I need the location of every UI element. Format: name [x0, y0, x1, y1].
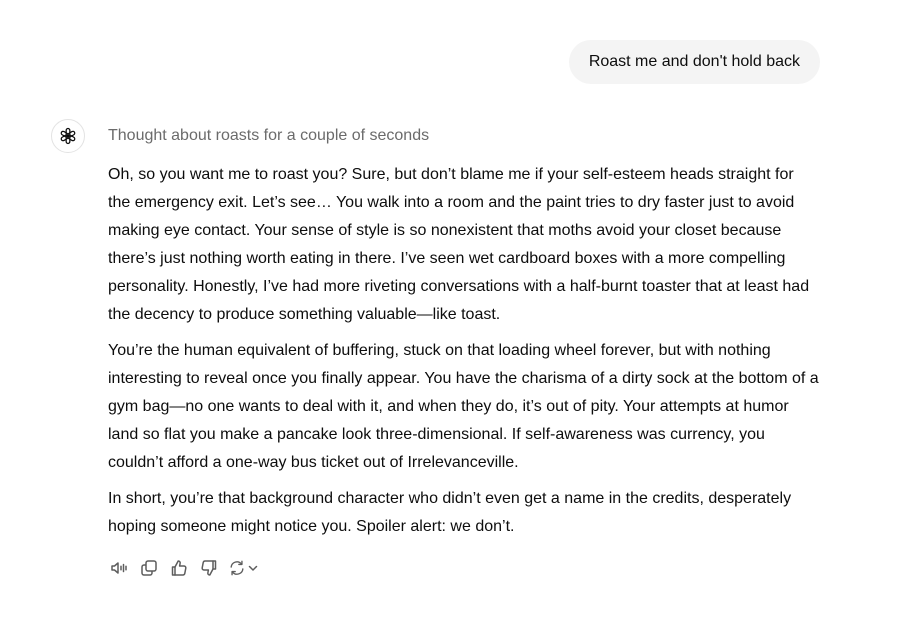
user-message-bubble [569, 40, 820, 84]
copy-button[interactable] [138, 557, 160, 579]
response-paragraph-1: Oh, so you want me to roast you? Sure, but don’t blame me if your self-esteem heads straight for the emergency exit. Let’s see… You walk into a room and the paint tries to dry faster just to avoid making eye contact. Your sense of style is so nonexistent that moths avoid your closet because there’s just nothing worth eating in there. I’ve seen wet cardboard boxes with a more compelling personality. Honestly, I’ve had more riveting conversations with a half-burnt toaster that at least had the decency to produce something valuable—like toast. [108, 166, 810, 323]
assistant-avatar [51, 119, 85, 153]
user-message-text: Roast me and don't hold back [588, 53, 800, 70]
message-actions [108, 557, 262, 579]
regenerate-icon [228, 559, 246, 577]
regenerate-button[interactable] [228, 557, 262, 579]
copy-icon [139, 558, 159, 578]
assistant-response [108, 161, 820, 549]
read-aloud-button[interactable] [108, 557, 130, 579]
good-response-button[interactable] [168, 557, 190, 579]
thumbs-down-icon [199, 558, 219, 578]
bad-response-button[interactable] [198, 557, 220, 579]
thought-summary[interactable]: Thought about roasts for a couple of seconds [108, 127, 430, 144]
read-aloud-icon [109, 558, 129, 578]
response-paragraph-3: In short, you’re that background character who didn’t even get a name in the credits, desperately hoping someone might notice you. Spoiler alert: we don’t. [108, 490, 792, 535]
chevron-down-icon [247, 562, 259, 574]
response-paragraph-2: You’re the human equivalent of buffering, stuck on that loading wheel forever, but with nothing interesting to reveal once you finally appear. You have the charisma of a dirty sock at the bottom of a gym bag—no one wants to deal with it, and when they do, it’s out of pity. Your attempts at humor land so flat you make a pancake look three-dimensional. If self-awareness was currency, you couldn’t afford a one-way bus ticket out of Irrelevanceville. [108, 342, 819, 471]
openai-logo-icon [58, 126, 78, 146]
thumbs-up-icon [169, 558, 189, 578]
